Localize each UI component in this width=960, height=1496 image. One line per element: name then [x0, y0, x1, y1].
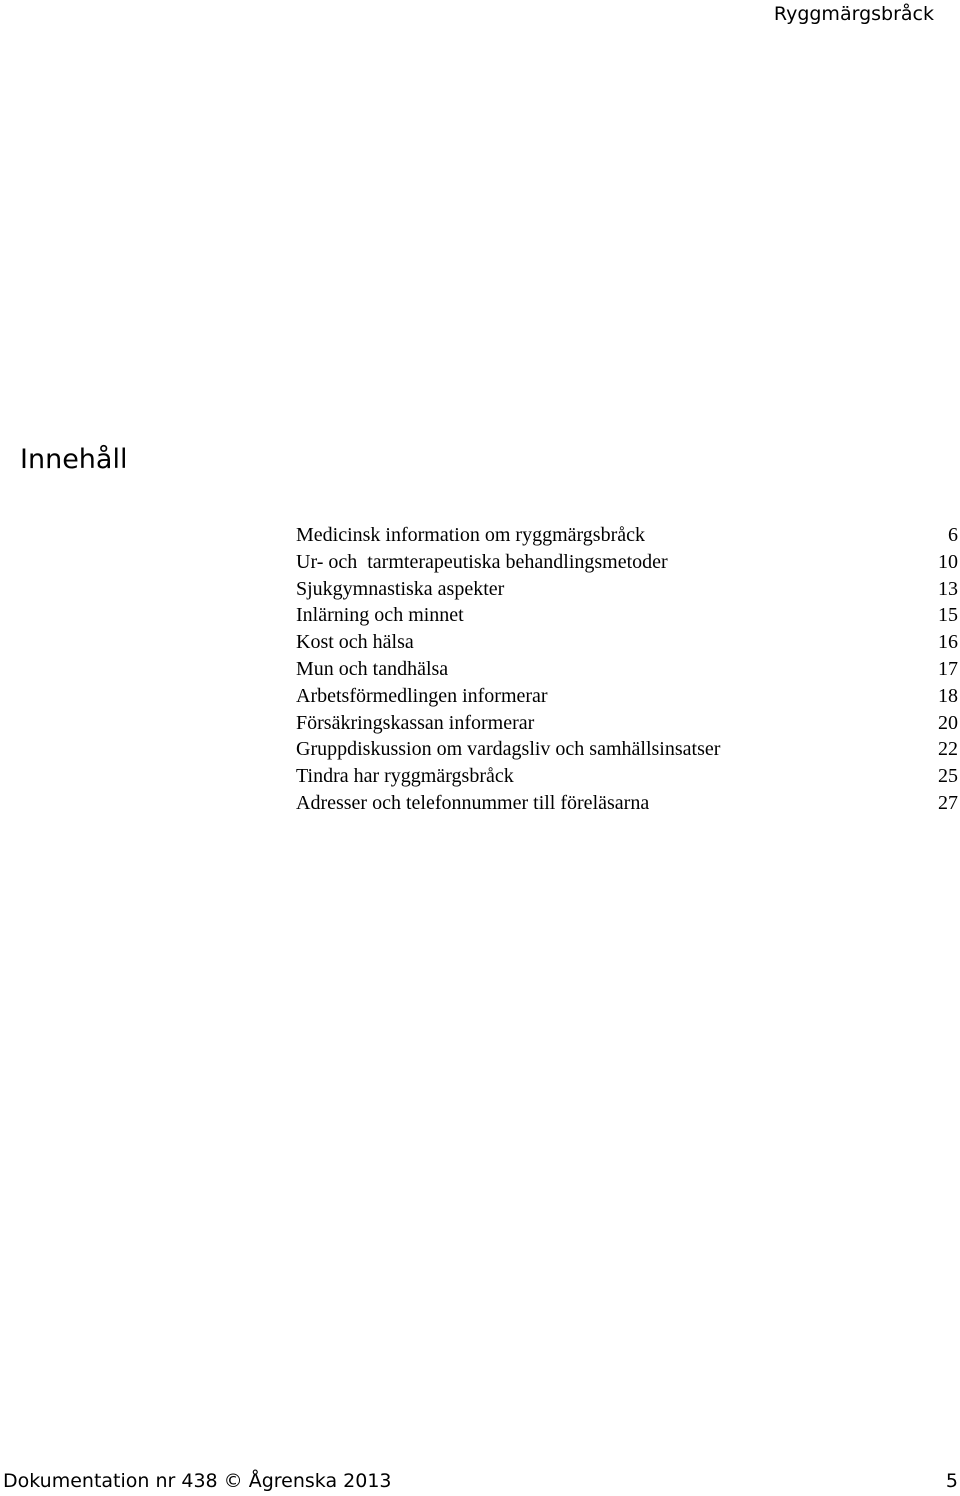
toc-heading: Innehåll [20, 444, 128, 475]
toc-entry-page: 18 [938, 684, 958, 707]
toc-entry-title: Adresser och telefonnummer till föreläsarna [296, 791, 650, 814]
toc-entry-title: Ur- och tarmterapeutiska behandlingsmetoder [296, 550, 668, 573]
toc-entry-page: 25 [938, 765, 958, 788]
footer-page-number: 5 [945, 1470, 958, 1492]
toc-entry [296, 683, 960, 710]
toc-entry [296, 736, 960, 763]
table-of-contents [296, 522, 960, 817]
toc-entry-title: Mun och tandhälsa [296, 657, 449, 680]
toc-entry-title: Inlärning och minnet [296, 604, 464, 627]
toc-entry-page: 20 [938, 711, 958, 734]
running-header: Ryggmärgsbråck [773, 3, 934, 25]
toc-entry-page: 17 [938, 657, 958, 680]
toc-entry [296, 602, 960, 629]
footer-text: Dokumentation nr 438 © Ågrenska 2013 [3, 1470, 392, 1492]
toc-entry-page: 15 [938, 604, 958, 627]
toc-entry [296, 656, 960, 683]
toc-entry-page: 6 [948, 524, 958, 546]
toc-entry [296, 549, 960, 576]
toc-entry-page: 16 [938, 631, 958, 654]
toc-entry-title: Medicinsk information om ryggmärgsbråck [296, 524, 646, 546]
toc-entry-page: 22 [938, 738, 958, 761]
toc-entry-page: 27 [938, 791, 958, 814]
toc-entry-title: Försäkringskassan informerar [296, 711, 535, 734]
toc-entry [296, 629, 960, 656]
toc-entry [296, 710, 960, 737]
toc-entry-title: Arbetsförmedlingen informerar [296, 684, 548, 707]
toc-entry-page: 10 [938, 550, 958, 573]
toc-entry [296, 522, 960, 549]
toc-entry [296, 790, 960, 817]
toc-entry-page: 13 [938, 577, 958, 600]
toc-entry [296, 763, 960, 790]
toc-entry-title: Tindra har ryggmärgsbråck [296, 765, 514, 788]
toc-entry-title: Gruppdiskussion om vardagsliv och samhällsinsatser [296, 738, 721, 761]
toc-entry [296, 576, 960, 603]
toc-entry-title: Sjukgymnastiska aspekter [296, 577, 505, 600]
toc-entry-title: Kost och hälsa [296, 631, 414, 654]
